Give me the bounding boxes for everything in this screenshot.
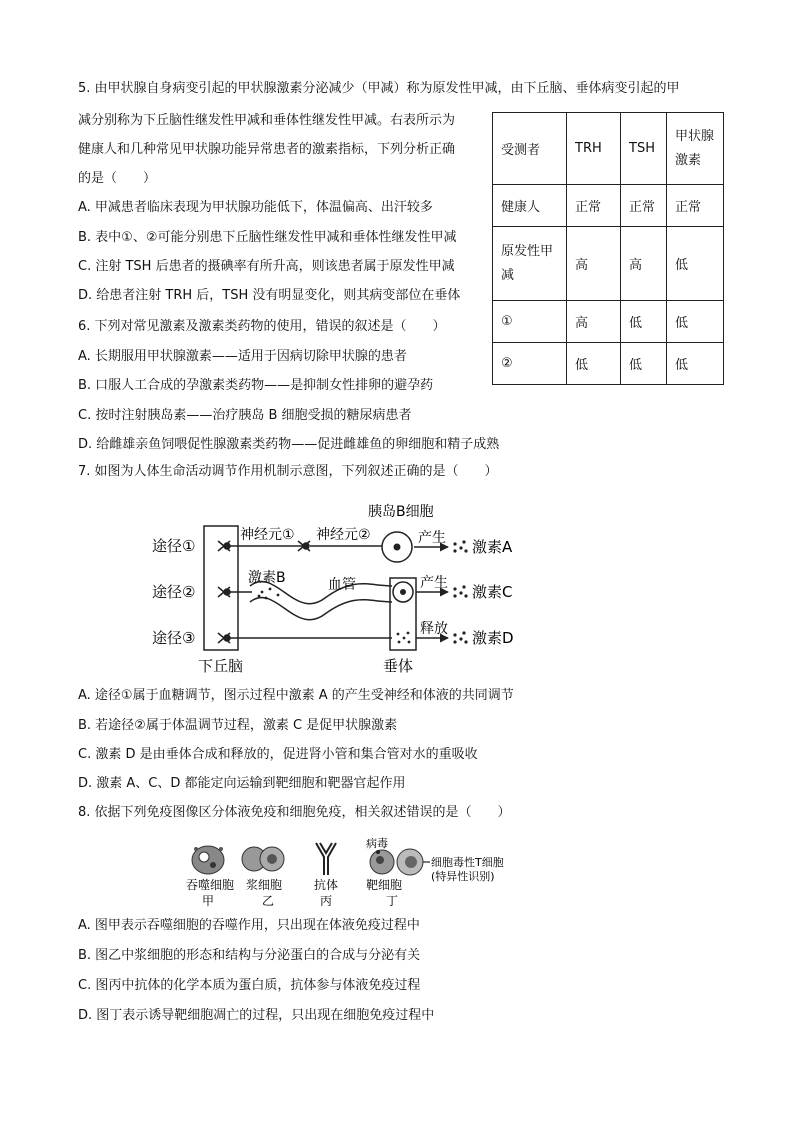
produce-label-1: 产生 xyxy=(418,530,446,546)
hormone-table xyxy=(492,112,724,385)
phagocyte-label: 吞噬细胞 xyxy=(186,878,235,892)
immune-figure xyxy=(0,835,794,910)
virus-label: 病毒 xyxy=(366,837,388,850)
pathway1-label: 途径① xyxy=(152,537,196,555)
neuron2-label: 神经元② xyxy=(316,527,371,543)
target-cell-icon xyxy=(370,850,394,874)
blood-vessel-label: 血管 xyxy=(328,577,356,593)
t-cell-icon xyxy=(397,849,430,875)
q7-option-d: D. 激素 A、C、D 都能定向运输到靶细胞和靶器官起作用 xyxy=(78,776,406,791)
regulation-diagram xyxy=(0,496,794,686)
pathway3-label: 途径③ xyxy=(152,629,196,647)
table-cell: ② xyxy=(493,343,567,385)
table-cell: ① xyxy=(493,301,567,343)
tc-label-2: (特异性识别) xyxy=(431,870,495,883)
q6-option-c: C. 按时注射胰岛素——治疗胰岛 B 细胞受损的糖尿病患者 xyxy=(78,408,412,423)
table-cell: 正常 xyxy=(567,185,621,227)
table-cell: 低 xyxy=(567,343,621,385)
table-cell: 低 xyxy=(667,227,724,301)
hypothalamus-label: 下丘脑 xyxy=(198,657,244,675)
release-label: 释放 xyxy=(420,621,448,637)
q7-option-c: C. 激素 D 是由垂体合成和释放的，促进肾小管和集合管对水的重吸收 xyxy=(78,747,478,762)
hormone-dots-icon xyxy=(453,540,467,552)
hormone-dots-icon xyxy=(453,631,467,643)
antibody-icon xyxy=(316,843,336,875)
plasma-cell-label: 浆细胞 xyxy=(246,878,283,892)
table-row xyxy=(493,301,724,343)
table-row xyxy=(493,227,724,301)
hormone-dots-icon xyxy=(453,585,467,597)
table-cell: 正常 xyxy=(667,185,724,227)
q7-option-a: A. 途径①属于血糖调节，图示过程中激素 A 的产生受神经和体液的共同调节 xyxy=(78,688,514,703)
q6-option-a: A. 长期服用甲状腺激素——适用于因病切除甲状腺的患者 xyxy=(78,349,407,364)
table-cell: 低 xyxy=(621,343,667,385)
table-cell: 高 xyxy=(621,227,667,301)
pathway2-label: 途径② xyxy=(152,583,196,601)
q8-stem: 8. 依据下列免疫图像区分体液免疫和细胞免疫，相关叙述错误的是（ ） xyxy=(78,805,511,820)
plasma-cell-icon xyxy=(242,847,284,871)
produce-label-2: 产生 xyxy=(420,575,448,591)
bing-label: 丙 xyxy=(320,894,333,908)
q5-stem-line-3: 健康人和几种常见甲状腺功能异常患者的激素指标，下列分析正确 xyxy=(78,142,456,157)
table-row xyxy=(493,185,724,227)
q8-option-c: C. 图丙中抗体的化学本质为蛋白质，抗体参与体液免疫过程 xyxy=(78,978,421,993)
q5-option-d: D. 给患者注射 TRH 后，TSH 没有明显变化，则其病变部位在垂体 xyxy=(78,288,461,303)
table-row xyxy=(493,343,724,385)
q7-option-b: B. 若途径②属于体温调节过程，激素 C 是促甲状腺激素 xyxy=(78,718,398,733)
tc-label-1: 细胞毒性T细胞 xyxy=(431,856,504,869)
q6-option-d: D. 给雌雄亲鱼饲喂促性腺激素类药物——促进雌雄鱼的卵细胞和精子成熟 xyxy=(78,437,500,452)
hormone-c-label: 激素C xyxy=(472,583,513,601)
hormone-b-label: 激素B xyxy=(248,570,286,586)
q5-option-c: C. 注射 TSH 后患者的摄碘率有所升高，则该患者属于原发性甲减 xyxy=(78,259,455,274)
q6-option-b: B. 口服人工合成的孕激素类药物——是抑制女性排卵的避孕药 xyxy=(78,378,434,393)
ding-label: 丁 xyxy=(386,894,399,908)
hormone-d-label: 激素D xyxy=(472,629,514,647)
neuron1-label: 神经元① xyxy=(240,527,295,543)
q8-option-a: A. 图甲表示吞噬细胞的吞噬作用，只出现在体液免疫过程中 xyxy=(78,918,420,933)
table-cell: 正常 xyxy=(621,185,667,227)
target-cell-label: 靶细胞 xyxy=(366,878,403,892)
table-cell: 低 xyxy=(667,301,724,343)
q5-option-a: A. 甲减患者临床表现为甲状腺功能低下，体温偏高、出汗较多 xyxy=(78,200,433,215)
phagocyte-icon xyxy=(192,846,224,874)
q8-option-d: D. 图丁表示诱导靶细胞凋亡的过程，只出现在细胞免疫过程中 xyxy=(78,1008,435,1023)
antibody-label: 抗体 xyxy=(314,878,339,892)
islet-b-cell-label: 胰岛B细胞 xyxy=(368,504,434,520)
q7-stem: 7. 如图为人体生命活动调节作用机制示意图，下列叙述正确的是（ ） xyxy=(78,464,498,479)
table-cell: 高 xyxy=(567,301,621,343)
q6-stem: 6. 下列对常见激素及激素类药物的使用，错误的叙述是（ ） xyxy=(78,319,446,334)
table-header-cell: 受测者 xyxy=(493,113,567,185)
table-header-cell: TSH xyxy=(621,113,667,185)
q5-stem-line-2: 减分别称为下丘脑性继发性甲减和垂体性继发性甲减。右表所示为 xyxy=(78,113,456,128)
q8-option-b: B. 图乙中浆细胞的形态和结构与分泌蛋白的合成与分泌有关 xyxy=(78,948,421,963)
table-header-cell: TRH xyxy=(567,113,621,185)
table-cell: 原发性甲减 xyxy=(493,227,567,301)
q5-option-b: B. 表中①、②可能分别患下丘脑性继发性甲减和垂体性继发性甲减 xyxy=(78,230,457,245)
q5-stem-line-4: 的是（ ） xyxy=(78,171,157,186)
table-cell: 高 xyxy=(567,227,621,301)
q5-stem-line-1: 5. 由甲状腺自身病变引起的甲状腺激素分泌减少（甲减）称为原发性甲减，由下丘脑、垂体病变引起的甲 xyxy=(78,81,680,96)
hormone-a-label: 激素A xyxy=(472,538,513,556)
table-cell: 健康人 xyxy=(493,185,567,227)
table-cell: 低 xyxy=(621,301,667,343)
table-cell: 低 xyxy=(667,343,724,385)
hypothalamus-box xyxy=(204,526,238,650)
table-header-row xyxy=(493,113,724,185)
table-header-cell: 甲状腺激素 xyxy=(667,113,724,185)
yi-label: 乙 xyxy=(262,894,275,908)
jia-label: 甲 xyxy=(202,894,215,908)
pituitary-label: 垂体 xyxy=(383,657,414,675)
